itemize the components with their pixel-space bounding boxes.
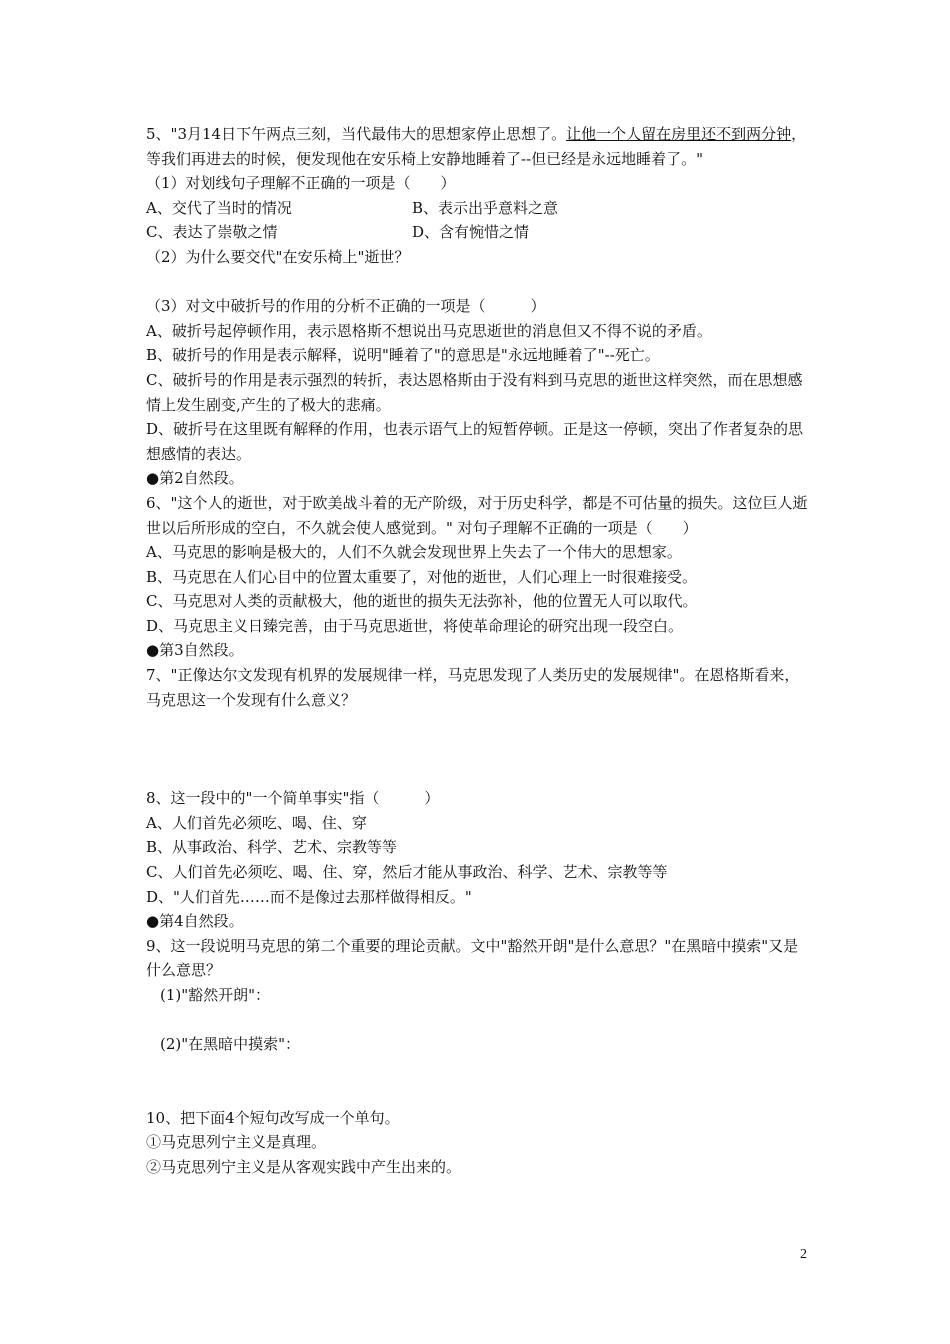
answer-space [146,1057,810,1106]
q9-sub1: (1)"豁然开朗"： [160,986,271,1004]
document-body [146,122,810,1180]
q5-sub1-question: （1）对划线句子理解不正确的一项是（ ） [146,174,456,193]
option-a: A、交代了当时的情况 [146,198,292,217]
option-b: B、表示出乎意料之意 [412,198,559,217]
q6-option-c: C、马克思对人类的贡献极大，他的逝世的损失无法弥补，他的位置无人可以取代。 [146,592,698,611]
q6-option-b: B、马克思在人们心目中的位置太重要了，对他的逝世，人们心理上一时很难接受。 [146,567,698,586]
answer-space [146,1008,810,1033]
q10-question: 10、把下面4个短句改写成一个单句。 [146,1108,400,1127]
q8-question: 8、这一段中的"一个简单事实"指（ ） [146,789,440,808]
page-number: 2 [800,1247,807,1262]
q5-sub2-question: （2）为什么要交代"在安乐椅上"逝世？ [146,247,410,266]
q5-sub3-option-b: B、破折号的作用是表示解释，说明"睡着了"的意思是"永远地睡着了"--死亡。 [146,346,660,365]
q8-option-c: C、人们首先必须吃、喝、住、穿，然后才能从事政治、科学、艺术、宗教等等 [146,863,668,882]
q5-sub3-question: （3）对文中破折号的作用的分析不正确的一项是（ ） [146,297,546,316]
q5-underlined-sentence: 让他一个人留在房里还不到两分钟 [566,125,792,143]
q5-sub3-option-a: A、破折号起停顿作用，表示恩格斯不想说出马克思逝世的消息但又不得不说的矛盾。 [146,321,712,340]
q5-intro [146,122,810,171]
q8-option-a: A、人们首先必须吃、喝、住、穿 [146,813,367,832]
answer-space [146,712,810,786]
section-heading-3: ● 第3自然段。 [146,638,810,663]
q6-option-a: A、马克思的影响是极大的，人们不久就会发现世界上失去了一个伟大的思想家。 [146,543,682,562]
answer-space [146,270,810,295]
q5-sub3-option-c: C、破折号的作用是表示强烈的转折，表达恩格斯由于没有料到马克思的逝世这样突然，而在思想感情上发生剧变,产生的了极大的悲痛。 [146,370,803,414]
q5-intro-text: 5、"3月14日下午两点三刻，当代最伟大的思想家停止思想了。 [146,125,567,143]
section-heading-4: ● 第4自然段。 [146,909,810,934]
q6-question: 6、"这个人的逝世，对于欧美战斗着的无产阶级，对于历史科学，都是不可估量的损失。这位巨人逝世以后所形成的空白，不久就会使人感觉到。" 对句子理解不正确的一项是（ ） [146,493,808,537]
q5-sub3-option-d: D、破折号在这里既有解释的作用，也表示语气上的短暂停顿。正是这一停顿，突出了作者复杂的思想感情的表达。 [146,420,804,463]
q5-sub1-options-row1 [146,196,810,221]
q10-item-1: ①马克思列宁主义是真理。 [146,1133,327,1152]
q5-sub1-options-row2 [146,220,810,245]
option-c: C、表达了崇敬之情 [146,223,278,242]
q9-sub2: (2)"在黑暗中摸索"： [160,1035,301,1054]
q8-option-d: D、"人们首先……而不是像过去那样做得相反。" [146,887,472,906]
q10-item-2: ②马克思列宁主义是从客观实践中产生出来的。 [146,1157,462,1176]
q6-option-d: D、马克思主义日臻完善，由于马克思逝世，将使革命理论的研究出现一段空白。 [146,616,684,635]
q7-question: 7、"正像达尔文发现有机界的发展规律一样，马克思发现了人类历史的发展规律"。在恩格斯看来，马克思这一个发现有什么意义？ [146,666,800,709]
option-d: D、含有惋惜之情 [412,223,530,242]
q5-intro-text-end: ，等我们再进去的时候，便发现他在安乐椅上安静地睡着了--但已经是永远地睡着了。" [146,125,807,168]
q8-option-b: B、从事政治、科学、艺术、宗教等等 [146,838,398,857]
section-heading-2: ● 第2自然段。 [146,466,810,491]
q9-question: 9、这一段说明马克思的第二个重要的理论贡献。文中"豁然开朗"是什么意思？"在黑暗中摸索"又是什么意思？ [146,936,799,980]
